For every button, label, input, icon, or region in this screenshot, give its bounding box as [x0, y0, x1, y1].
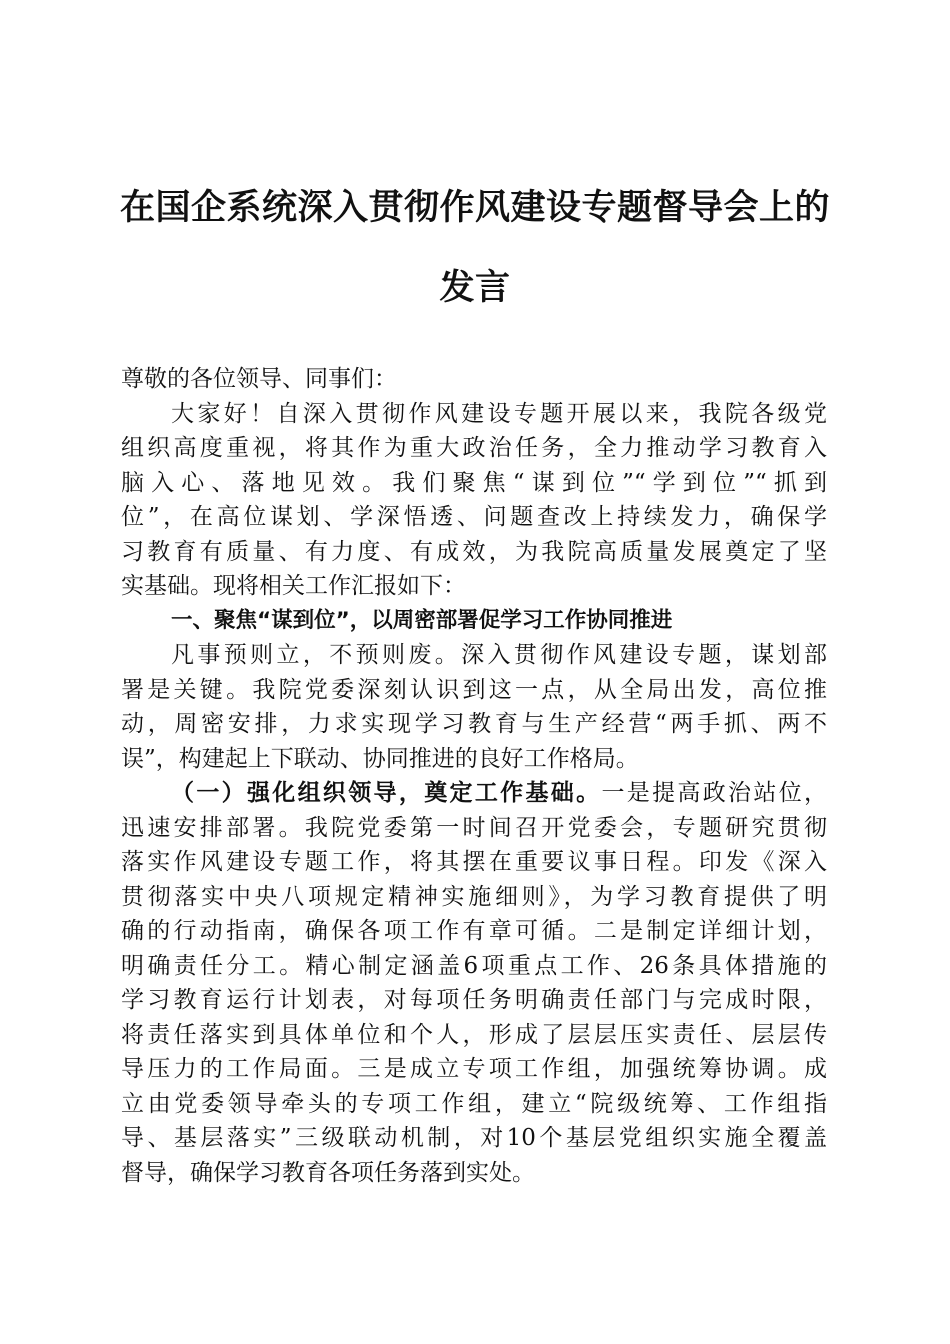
paragraph-line: 实基础。现将相关工作汇报如下： [121, 573, 466, 599]
paragraph-line: 贯彻落实中央八项规定精神实施细则》，为学习教育提供了明 [121, 883, 827, 910]
subsection1-paragraph [121, 776, 827, 1190]
paragraph-line: 将责任落实到具体单位和个人，形成了层层压实责任、层层传 [121, 1021, 827, 1048]
paragraph-line: 导压力的工作局面。三是成立专项工作组，加强统筹协调。成 [121, 1056, 827, 1082]
paragraph-line: 署是关键。我院党委深刻认识到这一点，从全局出发，高位推 [121, 676, 827, 703]
paragraph-line: 立由党委领导牵头的专项工作组，建立“院级统筹、工作组指 [121, 1090, 827, 1117]
section1-paragraph [121, 638, 827, 776]
paragraph-line: 落实作风建设专题工作，将其摆在重要议事日程。印发《深入 [121, 849, 827, 875]
title-line-1: 在国企系统深入贯彻作风建设专题督导会上的 [119, 188, 830, 228]
paragraph-line: 确的行动指南，确保各项工作有章可循。二是制定详细计划， [121, 918, 827, 944]
paragraph-line [121, 776, 827, 811]
paragraph-line: 督导，确保学习教育各项任务落到实处。 [121, 1159, 535, 1186]
paragraph-line: 明确责任分工。精心制定涵盖6项重点工作、26条具体措施的 [121, 952, 827, 979]
paragraph-line: 习教育有质量、有力度、有成效，为我院高质量发展奠定了坚 [121, 538, 827, 565]
document-title [110, 168, 840, 328]
paragraph-line: 大家好！自深入贯彻作风建设专题开展以来，我院各级党 [171, 400, 827, 427]
paragraph-line: 迅速安排部署。我院党委第一时间召开党委会，专题研究贯彻 [121, 814, 827, 841]
title-line-2: 发言 [439, 268, 511, 308]
document-body [121, 362, 827, 1190]
paragraph-line: 位”，在高位谋划、学深悟透、问题查改上持续发力，确保学 [121, 504, 827, 530]
paragraph-line: 凡事预则立，不预则废。深入贯彻作风建设专题，谋划部 [171, 642, 827, 668]
subsection-lead: （一）强化组织领导，奠定工作基础。 [171, 779, 602, 806]
paragraph-line: 误”，构建起上下联动、协同推进的良好工作格局。 [121, 745, 639, 772]
paragraph-line: 脑入心、落地见效。我们聚焦“谋到位”“学到位”“抓到 [121, 469, 827, 496]
paragraph-line: 学习教育运行计划表，对每项任务明确责任部门与完成时限， [121, 987, 827, 1013]
section-heading-1: 一、聚焦“谋到位”，以周密部署促学习工作协同推进 [171, 607, 673, 633]
paragraph-line: 组织高度重视，将其作为重大政治任务，全力推动学习教育入 [121, 435, 827, 461]
paragraph-line: 导、基层落实”三级联动机制，对10个基层党组织实施全覆盖 [121, 1125, 827, 1151]
paragraph-line: 动，周密安排，力求实现学习教育与生产经营“两手抓、两不 [121, 711, 827, 737]
subsection-first-text: 一是提高政治站位， [601, 780, 828, 806]
intro-paragraph [121, 397, 827, 604]
salutation: 尊敬的各位领导、同事们： [121, 366, 397, 392]
